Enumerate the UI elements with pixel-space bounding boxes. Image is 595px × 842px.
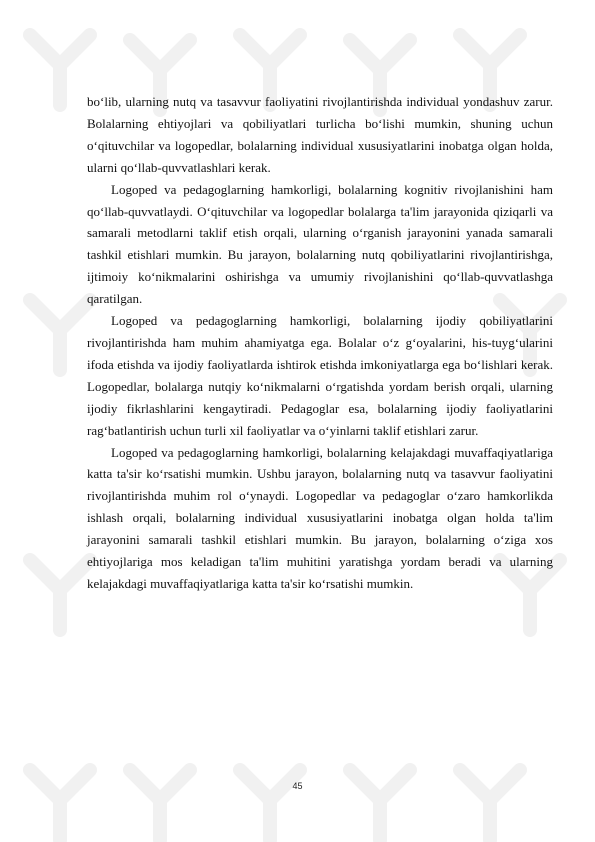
paragraph-1: bo‘lib, ularning nutq va tasavvur faoliyatini rivojlantirishda individual yondashuv zarur. Bolalarning ehtiyojlari va qobiliyatlari turlicha bo‘lishi mumkin, shuning uchun o‘qituvchilar va logopedlar, bolalarning individual xususiyatlarini inobatga olgan holda, ularni qo‘llab-quvvatlashlari kerak. [87,94,553,175]
body-text [87,91,553,595]
paragraph-2: Logoped va pedagoglarning hamkorligi, bolalarning kognitiv rivojlanishini ham qo‘llab-quvvatlaydi. O‘qituvchilar va logopedlar bolalarga ta'lim jarayonida qiziqarli va samarali metodlarni taklif etish orqali, ularning o‘rganish jarayonini yanada samarali tashkil etishlari mumkin. Bu jarayon, bolalarning nutq qobiliyatlarini rivojlantirishga, ijtimoiy ko‘nikmalarini oshirishga va umumiy rivojlanishini qo‘llab-quvvatlashga qaratilgan. [87,181,553,307]
paragraph-3: Logoped va pedagoglarning hamkorligi, bolalarning ijodiy qobiliyatlarini rivojlantirishda ham muhim ahamiyatga ega. Bolalar o‘z g‘oyalarini, his-tuyg‘ularini ifoda etishda va ijodiy faoliyatlarda ishtirok etishda imkoniyatlarga ega bo‘lishlari kerak. Logopedlar, bolalarga nutqiy ko‘nikmalarni o‘rgatishda yordam berish orqali, ularning ijodiy fikrlashlarini kengaytiradi. Pedagoglar esa, bolalarning ijodiy faoliyatlarini rag‘batlantirish uchun turli xil faoliyatlar va o‘yinlarni taklif etishlari zarur. [87,313,553,438]
page-number: 45 [292,781,303,791]
paragraph-4: Logoped va pedagoglarning hamkorligi, bolalarning kelajakdagi muvaffaqiyatlariga katta ta'sir ko‘rsatishi mumkin. Ushbu jarayon, bolalarning nutq va tasavvur faoliyatini rivojlantirishda muhim rol o‘ynaydi. Logopedlar va pedagoglar o‘zaro hamkorlikda ishlash orqali, bolalarning individual xususiyatlarini inobatga olgan holda ta'lim jarayonini samarali tashkil etishlari mumkin. Bu jarayon, bolalarning o‘ziga xos ehtiyojlariga mos keladigan ta'lim muhitini yaratishga yordam beradi va ularning kelajakdagi muvaffaqiyatlariga katta ta'sir ko‘rsatishi mumkin. [87,444,553,591]
